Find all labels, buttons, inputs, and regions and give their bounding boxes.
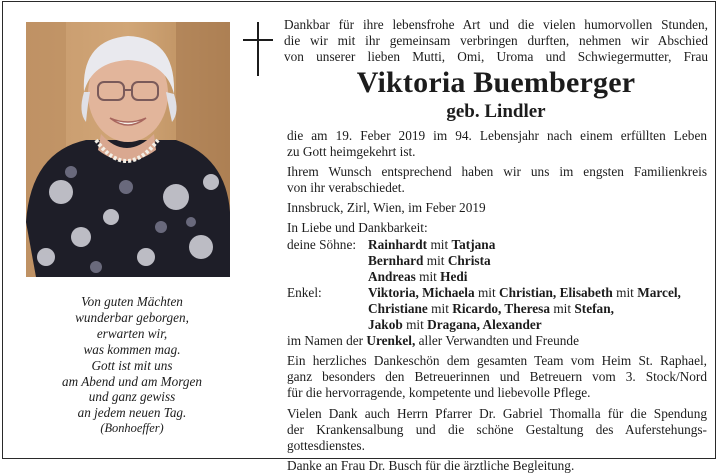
love-line: In Liebe und Dankbarkeit:: [287, 220, 428, 236]
farewell-line: Ihrem Wunsch entsprechend haben wir uns im engsten Familienkreis: [287, 164, 707, 180]
great-grandchildren-label: Urenkel,: [366, 333, 416, 349]
intro-text: [284, 17, 708, 65]
son-name: Andreas: [368, 268, 416, 284]
poem-line: und ganz gewiss: [88, 389, 176, 405]
thanks-pastor-line: Vielen Dank auch Herrn Pfarrer Dr. Gabriel Thomalla für die Spendung: [287, 405, 707, 421]
mit-text: mit: [430, 236, 449, 252]
thanks-home-line: ganz besonders den Betreuerinnen und Betreuern vom 3. Stock/Nord: [287, 369, 707, 385]
son-name: Rainhardt: [368, 236, 428, 252]
mit-text: mit: [406, 317, 424, 333]
thanks-home-line: Ein herzliches Dankeschön dem gesamten Team vom Heim St. Raphael,: [287, 353, 707, 369]
grandchild-names: Christian, Elisabeth: [499, 284, 613, 300]
birth-name: geb. Lindler: [446, 101, 546, 122]
grandchild-names: Marcel,: [637, 284, 681, 300]
grandchildren-row: [287, 285, 707, 301]
thanks-pastor-line: der Krankensalbung und die schöne Gestaltung des Auferstehungs-: [287, 421, 707, 437]
grandchild-names: Christiane: [368, 300, 428, 316]
line-text: aller Verwandten und Freunde: [418, 333, 579, 349]
grandchildren-row: [287, 301, 707, 317]
poem-line: an jedem neuen Tag.: [77, 405, 187, 421]
intro-line: Dankbar für ihre lebensfrohe Art und die vielen humorvollen Stunden,: [284, 17, 708, 32]
mit-text: mit: [426, 252, 445, 268]
poem-line: erwarten wir,: [96, 325, 168, 341]
mit-text: mit: [553, 300, 572, 316]
poem-line: Gott ist mit uns: [91, 357, 173, 373]
partner-name: Hedi: [440, 268, 468, 284]
intro-line: von unserer lieben Mutti, Omi, Uroma und Schwiegermutter, Frau: [284, 49, 708, 65]
grandchildren-row: [287, 317, 707, 333]
mit-text: mit: [419, 268, 437, 284]
son-name: Bernhard: [368, 252, 424, 268]
portrait-photo: [26, 22, 230, 277]
cross-icon: [243, 22, 273, 76]
partner-name: Christa: [447, 252, 491, 268]
poem-line: wunderbar geborgen,: [75, 309, 189, 325]
grandchild-names: Ricardo, Theresa: [452, 300, 550, 316]
sons-row: [287, 253, 707, 269]
grandchild-names: Jakob: [368, 317, 403, 333]
thanks-home-line: für die hervorragende, kompetente und liebevolle Pflege.: [287, 385, 591, 401]
partner-name: Tatjana: [451, 236, 496, 252]
great-grandchildren-line: [287, 333, 707, 349]
mit-text: mit: [616, 284, 634, 300]
grandchild-names: Stefan,: [574, 300, 614, 316]
place-date: Innsbruck, Zirl, Wien, im Feber 2019: [287, 200, 486, 216]
grandchild-names: Viktoria, Michaela: [368, 284, 475, 300]
death-line: zu Gott heimgekehrt ist.: [287, 144, 416, 160]
deceased-name: Viktoria Buemberger: [356, 66, 636, 99]
notice-body: [287, 128, 707, 474]
grandchildren-label: Enkel:: [287, 284, 322, 300]
sons-row: [287, 237, 707, 253]
mit-text: mit: [477, 284, 496, 300]
poem-line: Von guten Mächten: [81, 294, 183, 309]
thanks-pastor-line: gottesdienstes.: [287, 437, 365, 453]
intro-line: die wir mit ihr gemeinsam verbringen durften, nehmen wir Abschied: [284, 33, 708, 49]
line-text: im Namen der: [287, 333, 364, 349]
poem-line: am Abend und am Morgen: [62, 373, 202, 389]
sons-row: [287, 269, 707, 285]
poem: [30, 294, 234, 437]
sons-label: deine Söhne:: [287, 236, 357, 252]
death-line: die am 19. Feber 2019 im 94. Lebensjahr nach einem erfüllten Leben: [287, 128, 707, 143]
grandchild-names: Dragana, Alexander: [427, 317, 542, 333]
poem-line: was kommen mag.: [83, 341, 181, 357]
poem-source: (Bonhoeffer): [100, 421, 164, 436]
farewell-line: von ihr verabschiedet.: [287, 180, 405, 196]
mit-text: mit: [431, 300, 449, 316]
thanks-doctor-line: Danke an Frau Dr. Busch für die ärztliche Begleitung.: [287, 457, 575, 473]
